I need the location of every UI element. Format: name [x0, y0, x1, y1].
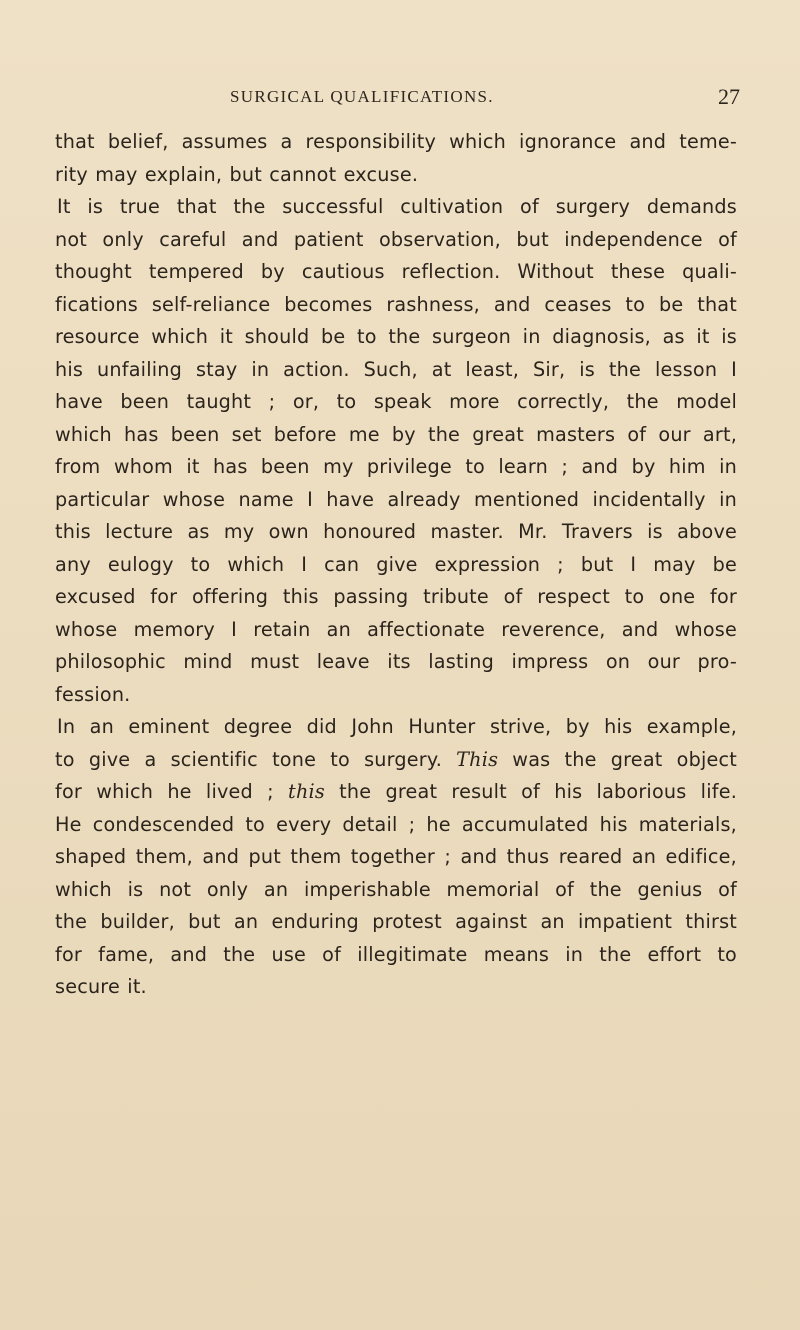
text-line: He condescended to every detail ; he accumulated his materials, [55, 812, 737, 836]
text-line: thought tempered by cautious reflection. Without these quali- [55, 260, 737, 283]
italic-word: This [456, 747, 499, 771]
text-line: excused for offering this passing tribute of respect to one for [55, 585, 737, 608]
text-line: philosophic mind must leave its lasting impress on our pro- [55, 650, 737, 673]
text-line-with-italic [55, 776, 737, 809]
text-line: for fame, and the use of illegitimate means in the effort to [55, 942, 737, 966]
text-line: this lecture as my own honoured master. Mr. Travers is above [55, 520, 737, 543]
text-segment: for which he lived ; [55, 780, 274, 803]
paragraph-1 [55, 126, 737, 191]
text-line: which has been set before me by the great masters of our art, [55, 422, 737, 446]
text-line: resource which it should be to the surgeon in diagnosis, as it is [55, 325, 737, 348]
text-line: not only careful and patient observation, but independence of [55, 227, 737, 251]
text-line-with-italic [55, 744, 737, 777]
text-segment: the great result of his laborious life. [339, 780, 738, 803]
text-segment: was the great object [512, 747, 737, 771]
text-line: rity may explain, but cannot excuse. [55, 162, 419, 186]
paragraph-3 [55, 711, 737, 1004]
text-line: that belief, assumes a responsibility which ignorance and teme- [55, 130, 737, 153]
italic-word: this [288, 780, 325, 803]
text-segment: to give a scientific tone to surgery. [55, 747, 442, 771]
text-line: shaped them, and put them together ; and thus reared an edifice, [55, 845, 737, 868]
text-line: from whom it has been my privilege to learn ; and by him in [55, 455, 737, 478]
page-number: 27 [718, 84, 740, 109]
body-text [55, 126, 737, 1004]
text-line: have been taught ; or, to speak more correctly, the model [55, 390, 737, 413]
text-line: fession. [55, 682, 131, 706]
paragraph-2 [55, 191, 737, 711]
text-line: It is true that the successful cultivation of surgery demands [57, 195, 737, 218]
running-head: SURGICAL QUALIFICATIONS. [230, 87, 494, 106]
text-line: In an eminent degree did John Hunter strive, by his example, [57, 715, 737, 738]
text-line: secure it. [55, 975, 147, 998]
text-line: any eulogy to which I can give expression ; but I may be [55, 552, 737, 576]
text-line: whose memory I retain an affectionate reverence, and whose [55, 617, 737, 641]
text-line: his unfailing stay in action. Such, at least, Sir, is the lesson I [55, 357, 737, 381]
text-line: which is not only an imperishable memorial of the genius of [55, 877, 737, 901]
page-header [54, 84, 740, 117]
text-line: fications self-reliance becomes rashness, and ceases to be that [55, 292, 737, 316]
text-line: particular whose name I have already mentioned incidentally in [55, 487, 737, 511]
text-line: the builder, but an enduring protest against an impatient thirst [55, 910, 737, 933]
